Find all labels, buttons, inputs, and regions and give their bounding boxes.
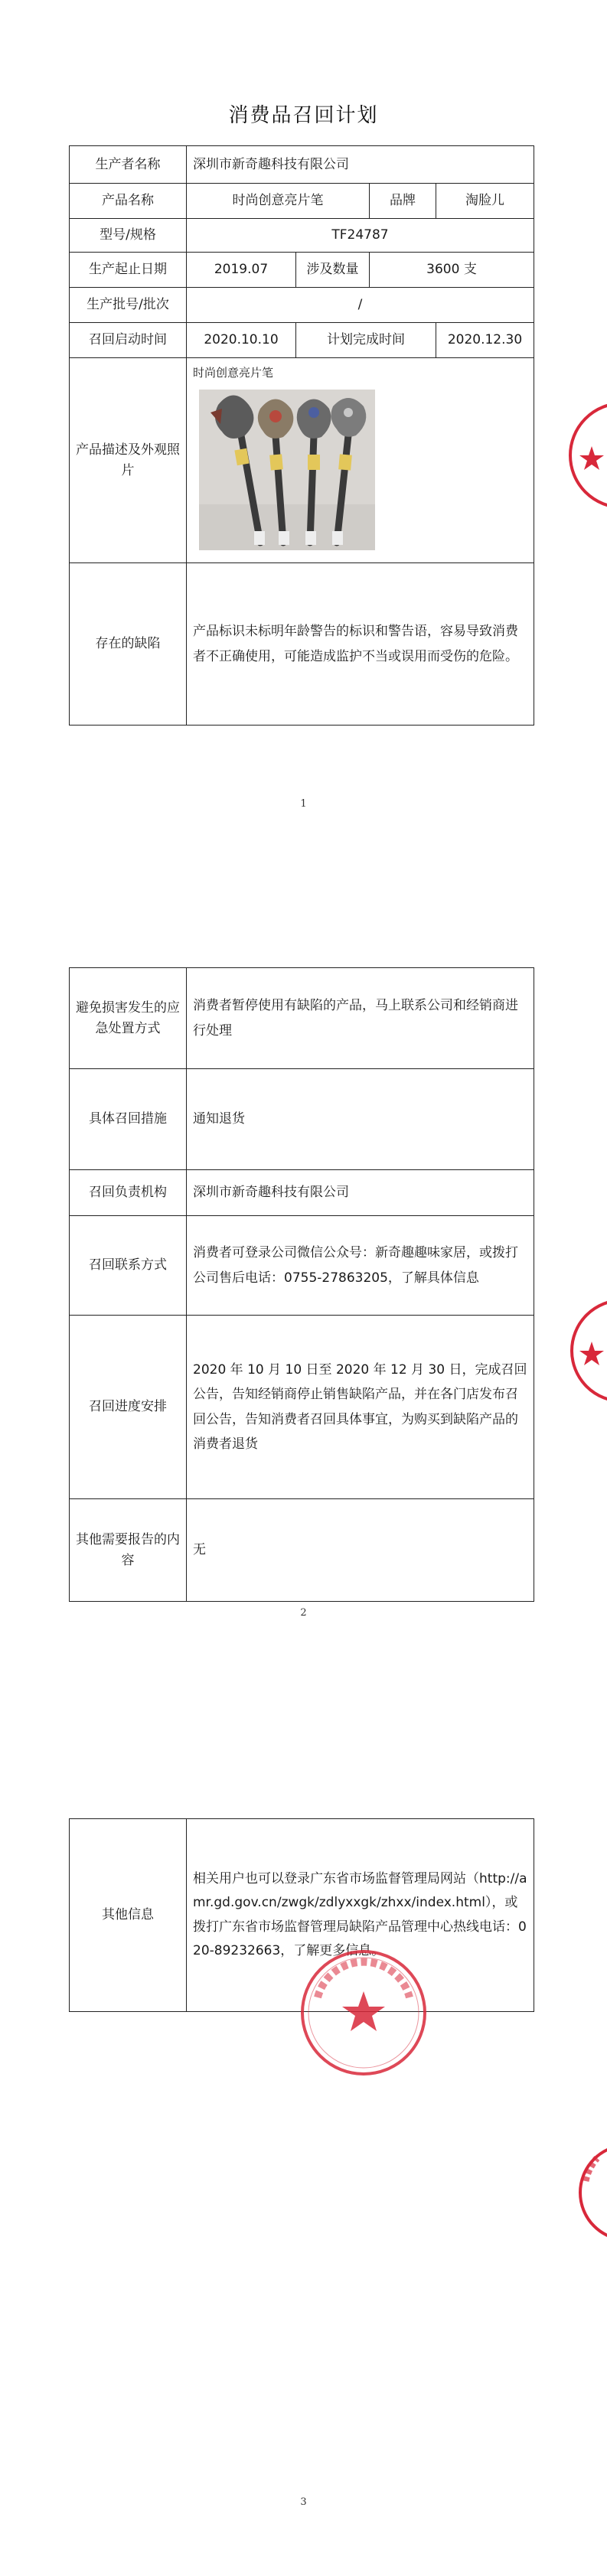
contact-value: 消费者可登录公司微信公众号：新奇趣趣味家居，或拨打公司售后电话：0755-27863205，了解具体信息 xyxy=(187,1216,534,1316)
row-description xyxy=(70,358,534,563)
responsible-label: 召回负责机构 xyxy=(70,1170,187,1216)
page-number-3: 3 xyxy=(300,2496,307,2508)
row-defect xyxy=(70,563,534,726)
emergency-label: 避免损害发生的应急处置方式 xyxy=(70,968,187,1069)
row-product xyxy=(70,184,534,219)
company-seal xyxy=(295,1944,432,2082)
defect-value: 产品标识未标明年龄警告的标识和警告语，容易导致消费者不正确使用，可能造成监护不当或误用而受伤的危险。 xyxy=(187,563,534,726)
company-seal-partial-3 xyxy=(543,2143,607,2242)
recall-start-value: 2020.10.10 xyxy=(187,323,296,358)
row-responsible xyxy=(70,1170,534,1216)
other-info-label: 其他信息 xyxy=(70,1819,187,2012)
row-manufacturer xyxy=(70,146,534,184)
model-value: TF24787 xyxy=(187,219,534,253)
description-label: 产品描述及外观照片 xyxy=(70,358,187,563)
batch-label: 生产批号/批次 xyxy=(70,288,187,323)
other-report-label: 其他需要报告的内容 xyxy=(70,1499,187,1602)
quantity-value: 3600 支 xyxy=(370,253,534,288)
recall-start-label: 召回启动时间 xyxy=(70,323,187,358)
company-seal-partial-1 xyxy=(561,394,607,517)
product-label: 产品名称 xyxy=(70,184,187,219)
measures-value: 通知退货 xyxy=(187,1069,534,1170)
row-production-date xyxy=(70,253,534,288)
row-progress xyxy=(70,1316,534,1499)
recall-table-page2 xyxy=(69,967,534,1602)
progress-label: 召回进度安排 xyxy=(70,1316,187,1499)
company-seal-partial-2 xyxy=(561,1293,607,1408)
row-emergency xyxy=(70,968,534,1069)
row-model xyxy=(70,219,534,253)
production-date-label: 生产起止日期 xyxy=(70,253,187,288)
progress-value: 2020 年 10 月 10 日至 2020 年 12 月 30 日，完成召回公告，告知经销商停止销售缺陷产品，并在各门店发布召回公告，告知消费者召回具体事宜，为购买到缺陷产品的消费者退货 xyxy=(187,1316,534,1499)
batch-value: / xyxy=(187,288,534,323)
row-recall-time xyxy=(70,323,534,358)
row-contact xyxy=(70,1216,534,1316)
measures-label: 具体召回措施 xyxy=(70,1069,187,1170)
other-report-value: 无 xyxy=(187,1499,534,1602)
production-date-value: 2019.07 xyxy=(187,253,296,288)
contact-label: 召回联系方式 xyxy=(70,1216,187,1316)
brand-value: 淘脸儿 xyxy=(436,184,534,219)
product-photo xyxy=(199,390,375,550)
brand-label: 品牌 xyxy=(370,184,436,219)
page-number-1: 1 xyxy=(300,798,307,810)
defect-label: 存在的缺陷 xyxy=(70,563,187,726)
plan-finish-label: 计划完成时间 xyxy=(296,323,436,358)
photo-caption: 时尚创意亮片笔 xyxy=(193,366,274,380)
manufacturer-label: 生产者名称 xyxy=(70,146,187,184)
quantity-label: 涉及数量 xyxy=(296,253,370,288)
recall-table-page1 xyxy=(69,145,534,726)
model-label: 型号/规格 xyxy=(70,219,187,253)
manufacturer-value: 深圳市新奇趣科技有限公司 xyxy=(187,146,534,184)
plan-finish-value: 2020.12.30 xyxy=(436,323,534,358)
page-number-2: 2 xyxy=(300,1607,307,1619)
document-title: 消费品召回计划 xyxy=(228,104,379,127)
row-measures xyxy=(70,1069,534,1170)
row-other-report xyxy=(70,1499,534,1602)
row-batch xyxy=(70,288,534,323)
product-value: 时尚创意亮片笔 xyxy=(187,184,370,219)
responsible-value: 深圳市新奇趣科技有限公司 xyxy=(187,1170,534,1216)
description-cell xyxy=(187,358,534,563)
emergency-value: 消费者暂停使用有缺陷的产品，马上联系公司和经销商进行处理 xyxy=(187,968,534,1069)
other-info-value: 相关用户也可以登录广东省市场监督管理局网站（http://amr.gd.gov.cn/zwgk/zdlyxxgk/zhxx/index.html），或拨打广东省市场监督管理局缺陷产品管理中心热线电话：020-89232663，了解更多信息。 xyxy=(187,1819,534,2012)
